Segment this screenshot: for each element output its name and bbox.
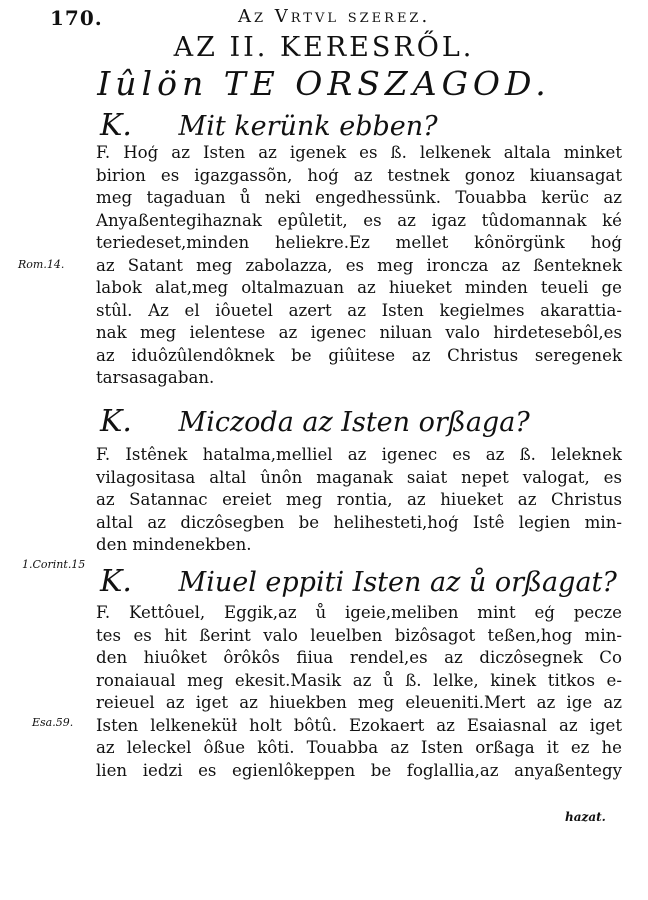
running-head: [50, 6, 610, 30]
answer-line: den hiuôket ôrôkôs fiiua rendel,es az diczôsegnek Co: [96, 648, 622, 667]
answer-line: Isten lelkeneküł holt bôtû. Ezokaert az Esaiasnal az iget: [96, 715, 622, 735]
answer-line: labok alat,meg oltalmazuan az hiueket minden teueli ge: [96, 278, 622, 297]
answer-line: ronaiaual meg ekesit.Masik az ů ß. lelke, kinek titkos e-: [96, 670, 622, 690]
answer-line: teriedeset,minden heliekre.Ez mellet kônörgünk hoģ: [96, 233, 622, 252]
chapter-title: AZ II. KERESRŐL.: [173, 32, 475, 63]
answer-line: lien iedzi es egienlôkeppen be foglallia,az anyaßentegy: [96, 760, 622, 780]
page-number: 170.: [50, 6, 103, 30]
question-heading-1: [100, 108, 438, 143]
running-title: Az Vrtvl szerez.: [238, 6, 431, 27]
margin-note-corint: 1.Corint.15: [22, 558, 86, 571]
catchword: hazat.: [565, 810, 606, 824]
answer-line: az iduôzûlendôknek be giûitese az Christus seregenek: [96, 345, 622, 365]
answer-line: Anyaßentegihaznak epûletit, es az igaz tûdomannak ké: [96, 210, 622, 230]
question-heading-2: [100, 404, 530, 439]
margin-note-esa: Esa.59.: [32, 716, 74, 729]
answer-line: reieuel az iget az hiuekben meg eleueniti.Mert az ige az: [96, 693, 622, 712]
question-text: Miuel eppiti Isten az ů orßagat?: [178, 567, 617, 598]
answer-line: nak meg ielentese az igenec niluan valo hirdetesebôl,es: [96, 323, 622, 342]
question-marker: K.: [100, 108, 132, 143]
answer-block-2: [96, 444, 622, 557]
answer-line: vilagositasa altal ûnôn maganak saiat nepet valogat, es: [96, 467, 622, 487]
petition-heading: Iûlön TE ORSZAGOD.: [97, 64, 551, 103]
answer-line: den mindenekben.: [96, 535, 252, 554]
answer-line: tarsasagaban.: [96, 368, 215, 387]
answer-line: az Satannac ereiet meg rontia, az hiueket az Christus: [96, 490, 622, 509]
question-marker: K.: [100, 564, 132, 599]
answer-block-3: [96, 602, 622, 782]
answer-line: az leleckel ôßue kôti. Touabba az Isten orßaga it ez he: [96, 738, 622, 757]
answer-line: F. Kettôuel, Eggik,az ů igeie,meliben mint eģ pecze: [96, 603, 622, 622]
answer-line: tes es hit ßerint valo leuelben bizôsagot teßen,hog min-: [96, 625, 622, 645]
answer-line: altal az diczôsegben be helihesteti,hoģ Istê legien min-: [96, 512, 622, 532]
question-marker: K.: [100, 404, 132, 439]
answer-line: birion es igazgassõn, hoģ az testnek gonoz kiuansagat: [96, 165, 622, 185]
answer-line: az Satant meg zabolazza, es meg ironcza az ßenteknek: [96, 255, 622, 275]
answer-line: F. Hoģ az Isten az igenek es ß. lelkenek altala minket: [96, 143, 622, 162]
question-text: Mit kerünk ebben?: [178, 111, 438, 142]
answer-line: stûl. Az el iôuetel azert az Isten kegielmes akarattia-: [96, 300, 622, 320]
answer-line: meg tagaduan ů neki engedhessünk. Touabba kerüc az: [96, 188, 622, 207]
question-text: Miczoda az Isten orßaga?: [178, 407, 530, 438]
answer-block-1: [96, 142, 622, 390]
margin-note-rom: Rom.14.: [18, 258, 65, 271]
question-heading-3: [100, 564, 617, 599]
answer-line: F. Istênek hatalma,melliel az igenec es az ß. leleknek: [96, 445, 622, 464]
